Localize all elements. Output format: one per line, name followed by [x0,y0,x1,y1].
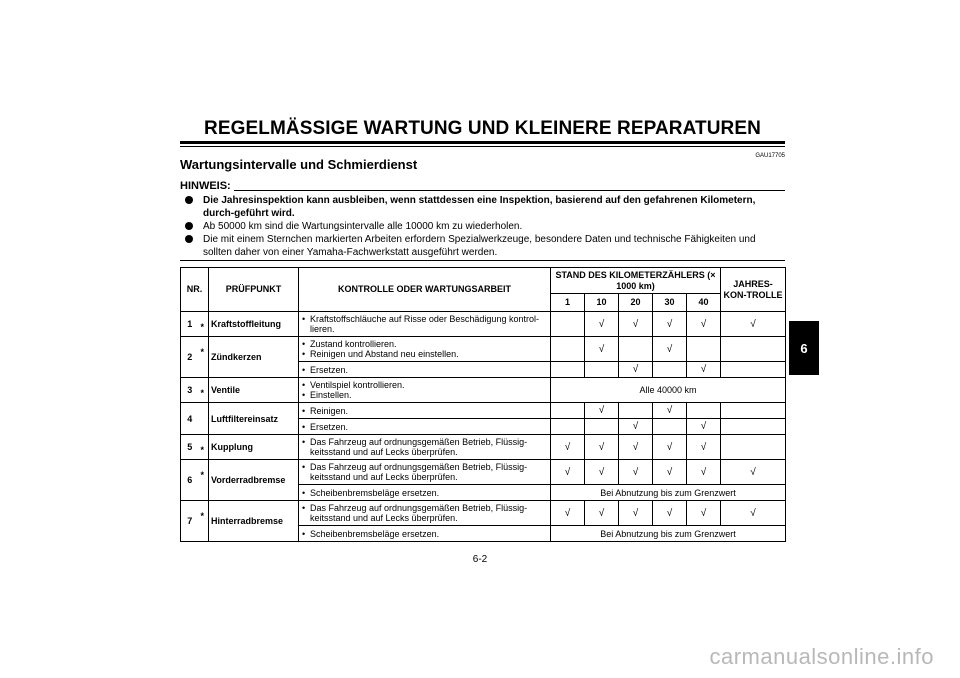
maintenance-task [299,403,551,419]
note-item: Ab 50000 km sind die Wartungsintervalle alle 10000 km zu wiederholen. [185,220,785,233]
check-mark-cell: √ [721,460,786,485]
check-item: Zündkerzen [209,337,299,378]
interval-note: Bei Abnutzung bis zum Grenzwert [551,526,786,542]
check-item: Kupplung [209,435,299,460]
check-mark-cell: √ [551,501,585,526]
empty-cell [619,337,653,362]
check-item: Hinterradbremse [209,501,299,542]
maintenance-task [299,485,551,501]
maintenance-task [299,378,551,403]
check-mark-cell: √ [687,435,721,460]
check-mark-cell: √ [653,501,687,526]
interval-note: Bei Abnutzung bis zum Grenzwert [551,485,786,501]
section-title: Wartungsintervalle und Schmierdienst [180,157,418,172]
bullet-icon [185,196,193,204]
check-mark-cell: √ [585,501,619,526]
header-km: 30 [653,294,687,312]
special-tool-mark: * [199,337,209,378]
task-line: • Reinigen und Abstand neu einstellen. [302,349,547,359]
note-label: HINWEIS: [180,180,231,192]
task-line: • Das Fahrzeug auf ordnungsgemäßen Betrieb, Flüssig-keitsstand und auf Lecks überprüfen. [302,437,547,457]
note-item: Die mit einem Sternchen markierten Arbeiten erfordern Spezialwerkzeuge, besondere Daten und technische Fähigkeiten und sollten daher von einer Yamaha-Fachwerkstatt ausgeführt werden. [185,233,785,259]
note-list [185,194,785,259]
table-row [181,435,786,460]
maintenance-task [299,362,551,378]
empty-cell [551,403,585,419]
bullet-icon [185,222,193,230]
watermark: carmanualsonline.info [709,644,934,669]
check-mark-cell: √ [619,312,653,337]
empty-cell [551,337,585,362]
task-line: • Scheibenbremsbeläge ersetzen. [302,488,547,498]
check-mark-cell: √ [653,460,687,485]
check-mark-cell: √ [653,435,687,460]
interval-note: Alle 40000 km [551,378,786,403]
empty-cell [653,419,687,435]
maintenance-task [299,337,551,362]
empty-cell [721,337,786,362]
row-number: 4 [181,403,199,435]
doc-code: GAU17705 [755,153,785,159]
check-mark-cell: √ [721,312,786,337]
check-mark-cell: √ [619,419,653,435]
task-line: • Kraftstoffschläuche auf Risse oder Beschädigung kontrol-lieren. [302,314,547,334]
empty-cell [653,362,687,378]
special-tool-mark: * [199,378,209,403]
check-mark-cell: √ [619,435,653,460]
task-line: • Einstellen. [302,390,547,400]
maintenance-task [299,501,551,526]
check-mark-cell: √ [687,312,721,337]
page-title: REGELMÄSSIGE WARTUNG UND KLEINERE REPARATUREN [204,118,761,139]
check-mark-cell: √ [687,362,721,378]
header-nr: NR. [181,268,209,312]
special-tool-mark [199,403,209,435]
task-line: • Das Fahrzeug auf ordnungsgemäßen Betrieb, Flüssig-keitsstand und auf Lecks überprüfen. [302,462,547,482]
header-rule-thick [180,141,785,144]
empty-cell [619,403,653,419]
maintenance-table [180,267,786,542]
check-mark-cell: √ [551,435,585,460]
header-rule-thin [180,146,785,147]
chapter-tab: 6 [789,321,819,375]
empty-cell [585,419,619,435]
task-line: • Das Fahrzeug auf ordnungsgemäßen Betrieb, Flüssig-keitsstand und auf Lecks überprüfen. [302,503,547,523]
check-mark-cell: √ [721,501,786,526]
task-line: • Reinigen. [302,406,547,416]
check-mark-cell: √ [585,460,619,485]
table-row [181,337,786,362]
empty-cell [721,362,786,378]
task-line: • Scheibenbremsbeläge ersetzen. [302,529,547,539]
note-rule [234,190,785,191]
check-item: Luftfiltereinsatz [209,403,299,435]
maintenance-task [299,460,551,485]
check-mark-cell: √ [585,403,619,419]
task-line: • Ersetzen. [302,422,547,432]
empty-cell [551,312,585,337]
table-row [181,501,786,526]
check-item: Ventile [209,378,299,403]
row-number: 7 [181,501,199,542]
task-line: • Zustand kontrollieren. [302,339,547,349]
table-body [181,312,786,542]
check-item: Vorderradbremse [209,460,299,501]
table-row [181,403,786,419]
header-odometer: STAND DES KILOMETERZÄHLERS (× 1000 km) [551,268,721,294]
empty-cell [551,419,585,435]
header-work: KONTROLLE ODER WARTUNGSARBEIT [299,268,551,312]
check-mark-cell: √ [687,460,721,485]
row-number: 2 [181,337,199,378]
check-mark-cell: √ [619,501,653,526]
empty-cell [721,435,786,460]
maintenance-task [299,312,551,337]
table-row [181,378,786,403]
check-item: Kraftstoffleitung [209,312,299,337]
empty-cell [551,362,585,378]
special-tool-mark: * [199,460,209,501]
empty-cell [687,403,721,419]
header-annual: JAHRES-KON-TROLLE [721,268,786,312]
header-item: PRÜFPUNKT [209,268,299,312]
header-km: 20 [619,294,653,312]
empty-cell [721,419,786,435]
check-mark-cell: √ [619,460,653,485]
row-number: 1 [181,312,199,337]
table-top-rule [180,260,785,261]
check-mark-cell: √ [653,312,687,337]
row-number: 5 [181,435,199,460]
check-mark-cell: √ [551,460,585,485]
maintenance-task [299,526,551,542]
maintenance-task [299,435,551,460]
special-tool-mark: * [199,312,209,337]
check-mark-cell: √ [585,312,619,337]
row-number: 3 [181,378,199,403]
check-mark-cell: √ [585,337,619,362]
table-row [181,460,786,485]
header-km: 1 [551,294,585,312]
header-km: 10 [585,294,619,312]
task-line: • Ventilspiel kontrollieren. [302,380,547,390]
bullet-icon [185,235,193,243]
task-line: • Ersetzen. [302,365,547,375]
row-number: 6 [181,460,199,501]
check-mark-cell: √ [653,337,687,362]
check-mark-cell: √ [585,435,619,460]
empty-cell [585,362,619,378]
check-mark-cell: √ [687,501,721,526]
empty-cell [687,337,721,362]
table-row [181,312,786,337]
special-tool-mark: * [199,501,209,542]
maintenance-task [299,419,551,435]
special-tool-mark: * [199,435,209,460]
header-km: 40 [687,294,721,312]
page-number: 6-2 [472,554,488,565]
check-mark-cell: √ [619,362,653,378]
check-mark-cell: √ [687,419,721,435]
empty-cell [721,403,786,419]
check-mark-cell: √ [653,403,687,419]
note-item: Die Jahresinspektion kann ausbleiben, wenn stattdessen eine Inspektion, basierend auf den gefahrenen Kilometern, durch-geführt wird. [185,194,785,220]
